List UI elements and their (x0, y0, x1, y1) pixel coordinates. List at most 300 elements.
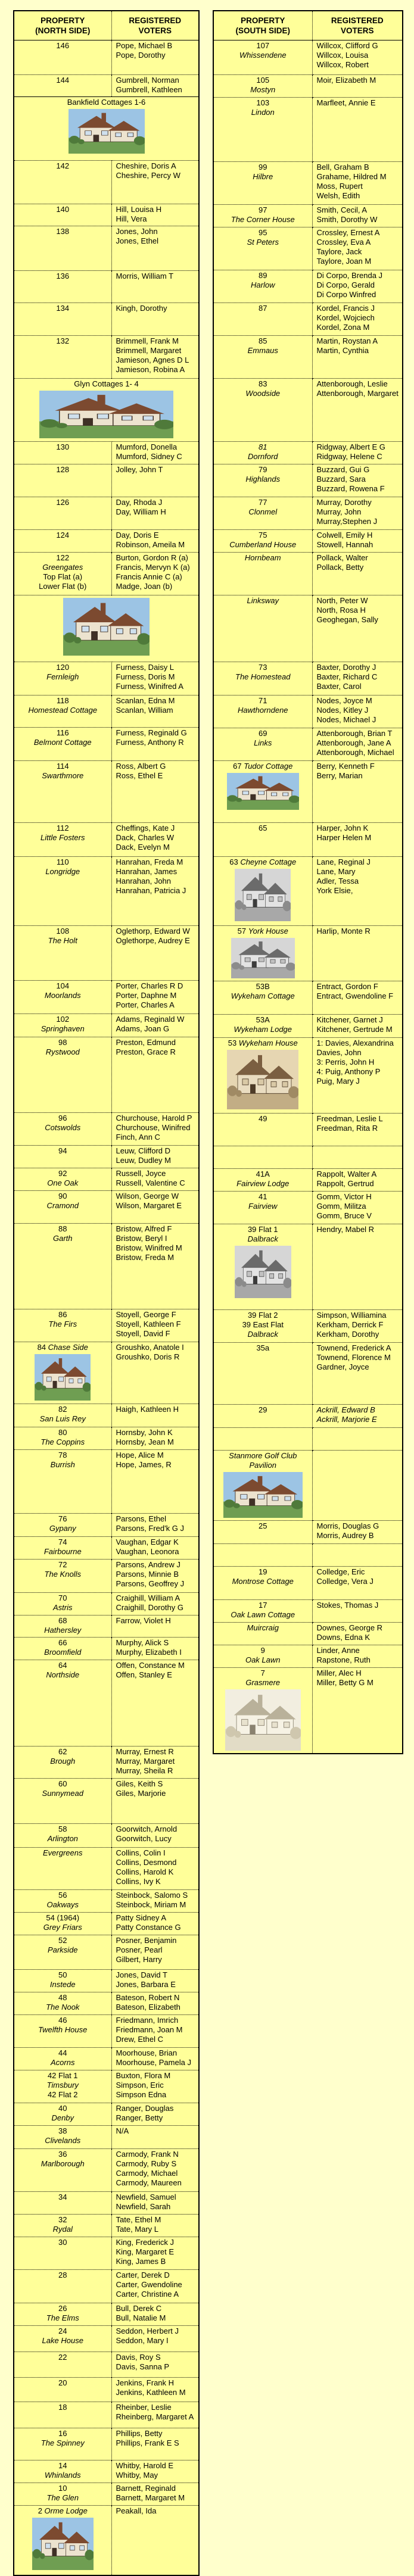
table-row (14, 2149, 199, 2192)
voters-cell (111, 2215, 199, 2237)
voter-name: Vaughan, Edgar K (116, 1538, 179, 1546)
property-line: 97 (259, 205, 267, 214)
property-line: Grey Friars (43, 1923, 82, 1932)
voter-name: Ackrill, Edward B (316, 1405, 375, 1414)
property-line: 19 (259, 1567, 267, 1576)
property-cell (213, 1645, 312, 1668)
table-row (14, 2070, 199, 2103)
voter-name: Attenborough, Brian T (316, 729, 393, 738)
voter-name: Martin, Cynthia (316, 346, 369, 355)
property-cell (213, 379, 312, 442)
property-line: 103 (256, 98, 270, 107)
table-row (213, 1310, 403, 1343)
property-line: 98 (58, 1038, 67, 1047)
voter-name: Pollack, Walter (316, 553, 368, 562)
property-cell (14, 553, 111, 595)
voters-cell (312, 1428, 403, 1451)
table-row (213, 1451, 403, 1521)
voter-name: Townend, Frederick A (316, 1343, 391, 1352)
property-line: 72 (58, 1560, 67, 1569)
voter-name: Porter, Charles A (116, 1000, 175, 1009)
voter-name: Parsons, Minnie B (116, 1570, 179, 1579)
property-cell (213, 162, 312, 205)
voter-name: Baxter, Carol (316, 682, 362, 691)
voters-cell (111, 1935, 199, 1970)
voter-name: Furness, Reginald G (116, 728, 187, 737)
voter-name: Wilson, George W (116, 1192, 179, 1200)
voter-name: Steinbock, Miriam M (116, 1900, 186, 1909)
property-line: Clivelands (45, 2136, 81, 2145)
voter-name: Attenborough, Michael (316, 748, 394, 757)
property-cell (14, 1146, 111, 1168)
voter-name: Steinbock, Salomo S (116, 1891, 188, 1900)
property-line: Fairview (248, 1202, 278, 1211)
voter-name: Posner, Benjamin (116, 1936, 177, 1945)
property-line: Sunnymead (42, 1789, 83, 1798)
property-cell (14, 1224, 111, 1309)
property-cell (14, 1309, 111, 1342)
voters-cell (111, 926, 199, 981)
property-line: 35a (256, 1343, 270, 1352)
property-line: Bankfield Cottages 1-6 (67, 98, 146, 107)
voter-name: Hope, James, R (116, 1460, 172, 1469)
property-cell (213, 336, 312, 379)
property-cell (14, 303, 111, 336)
voter-name: Marfleet, Annie E (316, 98, 376, 107)
voter-name: Jones, Ethel (116, 236, 159, 245)
voter-name: Colledge, Eric (316, 1567, 365, 1576)
voter-name: Willcox, Robert (316, 60, 369, 69)
table-row (213, 1343, 403, 1405)
table-row (14, 1935, 199, 1970)
voter-name: Mumford, Sidney C (116, 452, 182, 461)
property-line: Little Fosters (41, 833, 85, 842)
table-row (14, 1224, 199, 1309)
property-line: Wykeham Lodge (234, 1025, 292, 1034)
property-line: 50 (58, 1970, 67, 1979)
property-cell (213, 595, 312, 662)
voter-name: Barnett, Reginald (116, 2484, 176, 2493)
property-line: 20 (58, 2378, 67, 2387)
property-line: Emmaus (247, 346, 278, 355)
voters-cell (111, 2428, 199, 2460)
table-row (213, 530, 403, 553)
property-cell (14, 981, 111, 1014)
table-row (14, 1560, 199, 1593)
table-row (213, 981, 403, 1015)
voter-name: Jones, David T (116, 1970, 167, 1979)
voter-name: Collins, Ivy K (116, 1877, 161, 1886)
property-line: 62 (58, 1747, 67, 1756)
voter-name: Hornsby, John K (116, 1428, 173, 1437)
property-line: 94 (58, 1146, 67, 1155)
voter-name: Ackrill, Marjorie E (316, 1415, 377, 1424)
voter-name: Smith, Dorothy W (316, 215, 378, 224)
table-row (213, 336, 403, 379)
table-row (213, 1169, 403, 1192)
property-cell (14, 2303, 111, 2326)
voter-name: Russell, Joyce (116, 1169, 166, 1178)
property-cell (14, 1747, 111, 1779)
property-line: 49 (259, 1114, 267, 1123)
property-line: 76 (58, 1514, 67, 1523)
voters-cell (111, 1404, 199, 1427)
voter-name: Gumbrell, Norman (116, 76, 179, 85)
voter-name: Day, Rhoda J (116, 498, 163, 507)
property-cell (213, 1451, 312, 1521)
property-cell (213, 1567, 312, 1600)
property-cell (14, 1514, 111, 1537)
table-row (14, 1616, 199, 1638)
property-line: Oakways (46, 1900, 79, 1909)
property-line: Northside (46, 1670, 80, 1679)
property-photo (35, 1354, 91, 1401)
property-cell (14, 1992, 111, 2015)
property-cell (14, 2103, 111, 2126)
voter-name: 4: Puig, Anthony P (316, 1067, 381, 1076)
voter-name: Di Corpo Winfred (316, 290, 376, 299)
voters-cell (111, 1191, 199, 1224)
property-line: San Luis Rey (39, 1414, 86, 1423)
property-cell (14, 1848, 111, 1890)
property-line: Acorns (51, 2058, 75, 2067)
table-row (14, 1113, 199, 1146)
voter-name: Buzzard, Gui G (316, 465, 370, 474)
property-line: 132 (56, 336, 70, 345)
table-row (213, 162, 403, 205)
voters-cell (111, 1037, 199, 1113)
property-cell (213, 1224, 312, 1310)
voter-name: Buxton, Flora M (116, 2071, 171, 2080)
voter-name: Willcox, Louisa (316, 51, 369, 60)
property-line: 138 (56, 227, 70, 236)
table-row (14, 2126, 199, 2149)
property-line: 36 (58, 2150, 67, 2159)
voter-name: Adler, Tessa (316, 877, 359, 885)
table-row (213, 1015, 403, 1038)
property-line: 107 (256, 41, 270, 50)
table-row (14, 40, 199, 75)
voters-cell (111, 1913, 199, 1935)
voter-name: Moorhouse, Brian (116, 2048, 178, 2057)
property-line: Dalbrack (247, 1330, 278, 1339)
property-line: The Glen (46, 2493, 79, 2502)
header-line: VOTERS (340, 26, 374, 35)
voter-name: Hope, Alice M (116, 1451, 164, 1459)
property-line: Rydal (52, 2225, 73, 2234)
voter-name: Welsh, Edith (316, 191, 360, 200)
property-cell (14, 464, 111, 497)
property-line: 24 (58, 2326, 67, 2335)
property-cell (14, 2326, 111, 2352)
table-row (14, 2460, 199, 2483)
voters-cell (111, 1992, 199, 2015)
voter-name: Francis Annie C (a) (116, 572, 182, 581)
voters-cell (111, 553, 199, 595)
voter-name: Giles, Keith S (116, 1779, 163, 1788)
voters-cell (111, 2237, 199, 2270)
table-row (213, 1623, 403, 1645)
voter-name: Carmody, Ruby S (116, 2159, 177, 2168)
property-line: 146 (56, 41, 70, 50)
voter-name: Newfield, Samuel (116, 2193, 176, 2201)
voter-name: Porter, Daphne M (116, 991, 177, 1000)
voter-name: Crossley, Eva A (316, 238, 371, 247)
voter-name: Puig, Mary J (316, 1077, 360, 1086)
property-line: Springhaven (41, 1024, 85, 1033)
property-line: 38 (58, 2126, 67, 2135)
property-line: 96 (58, 1114, 67, 1122)
property-cell (213, 1146, 312, 1169)
property-line: 75 (259, 531, 267, 539)
voter-name: Morris, Audrey B (316, 1531, 374, 1540)
property-line: 74 (58, 1538, 67, 1546)
voter-name: Kordel, Wojciech (316, 313, 375, 322)
voter-name: Freedman, Leslie L (316, 1114, 383, 1123)
voter-name: Posner, Pearl (116, 1945, 163, 1954)
voter-name: Downes, George R (316, 1623, 383, 1632)
table-row (213, 464, 403, 497)
table-row (14, 1992, 199, 2015)
property-cell (14, 1168, 111, 1191)
table-row (213, 497, 403, 530)
property-line: 41 (259, 1192, 267, 1201)
voter-name: Rapstone, Ruth (316, 1655, 371, 1664)
voters-cell (111, 303, 199, 336)
property-line: Longridge (45, 867, 80, 876)
table-row (14, 1309, 199, 1342)
property-line: 2 Orme Lodge (38, 2506, 88, 2515)
property-line: Fairview Lodge (236, 1179, 290, 1188)
voter-name: Seddon, Mary I (116, 2336, 169, 2345)
voters-cell (312, 553, 403, 595)
voters-cell (312, 1146, 403, 1169)
property-cell (14, 1537, 111, 1560)
property-cell (14, 226, 111, 271)
property-line: 41A (256, 1170, 270, 1178)
table-row (213, 761, 403, 823)
property-cell (14, 2237, 111, 2270)
table-row (213, 1146, 403, 1169)
property-line: 32 (58, 2215, 67, 2224)
table-row (14, 1037, 199, 1113)
property-cell (14, 2215, 111, 2237)
property-cell (14, 1593, 111, 1616)
property-line: 69 (259, 729, 267, 738)
table-row (14, 271, 199, 303)
voters-cell (312, 981, 403, 1015)
property-line: Dornford (247, 452, 278, 461)
property-line: 124 (56, 531, 70, 539)
property-line: Mostyn (250, 85, 276, 94)
voter-name: Hill, Louisa H (116, 205, 162, 214)
voters-cell (312, 1038, 403, 1114)
voters-cell (111, 204, 199, 226)
property-line: Instede (49, 1980, 76, 1989)
voter-name: Craighill, William A (116, 1593, 180, 1602)
property-photo (231, 938, 295, 978)
voter-name: Brimmell, Frank M (116, 336, 179, 345)
property-line: Muircraig (247, 1623, 279, 1632)
property-line: 67 Tudor Cottage (233, 762, 293, 771)
voter-name: Baxter, Dorothy J (316, 663, 376, 672)
voters-cell (312, 696, 403, 728)
property-cell (213, 40, 312, 75)
property-line: 16 (58, 2429, 67, 2438)
table-row (14, 1404, 199, 1427)
property-cell (14, 1342, 111, 1404)
voter-name: Groushko, Anatole I (116, 1343, 184, 1352)
voter-name: Drew, Ethel C (116, 2035, 163, 2044)
header-line: VOTERS (138, 26, 172, 35)
property-line: Swarthmore (42, 771, 84, 780)
voter-name: 3: Perris, John H (316, 1058, 375, 1066)
table-row (14, 1537, 199, 1560)
property-cell (14, 2126, 111, 2149)
voters-cell (312, 1224, 403, 1310)
voter-name: Jones, John (116, 227, 158, 236)
property-cell (14, 662, 111, 696)
property-cell (14, 2015, 111, 2048)
property-line: Lower Flat (b) (39, 582, 87, 591)
property-line: 87 (259, 304, 267, 313)
voter-name: Di Corpo, Gerald (316, 280, 375, 289)
property-cell (213, 1114, 312, 1146)
property-line: 57 York House (237, 927, 288, 935)
property-cell (14, 1970, 111, 1992)
voter-name: Bristow, Freda M (116, 1253, 175, 1262)
header-line: (SOUTH SIDE) (235, 26, 290, 35)
voter-name: Gumbrell, Kathleen (116, 85, 182, 94)
property-cell (14, 2506, 111, 2576)
property-line: Dalbrack (247, 1234, 278, 1243)
property-line: 142 (56, 161, 70, 170)
property-cell (14, 2428, 111, 2460)
voter-name: Bateson, Robert N (116, 1993, 180, 2002)
voters-cell (111, 442, 199, 464)
table-row (14, 2483, 199, 2506)
property-cell (14, 728, 111, 761)
voters-cell (312, 379, 403, 442)
voters-cell (111, 2103, 199, 2126)
voter-name: Gomm, Victor H (316, 1192, 372, 1201)
property-cell (14, 271, 111, 303)
table-row (14, 2352, 199, 2378)
property-line: The Spinney (41, 2438, 85, 2447)
voter-name: Stoyell, David F (116, 1329, 170, 1338)
property-line: 122 (56, 553, 70, 562)
property-line: 105 (256, 76, 270, 85)
property-cell (213, 1428, 312, 1451)
voter-name: Burton, Gordon R (a) (116, 553, 188, 562)
voter-name: Lane, Mary (316, 867, 356, 876)
voter-name: Colwell, Emily H (316, 531, 373, 539)
north-side-table-body (14, 11, 199, 2575)
table-row (213, 595, 403, 662)
property-line: Homestead Cottage (28, 706, 98, 715)
voters-cell (312, 823, 403, 857)
property-cell (213, 530, 312, 553)
voter-name: Davis, Sanna P (116, 2362, 170, 2371)
property-cell (14, 823, 111, 857)
voter-name: Oglethorp, Edward W (116, 927, 190, 935)
voters-cell (312, 662, 403, 696)
property-line: 53B (256, 982, 270, 991)
property-line: 89 (259, 271, 267, 280)
voter-name: Stowell, Hannah (316, 540, 373, 549)
property-cell (14, 761, 111, 823)
voter-name: Offen, Stanley E (116, 1670, 172, 1679)
property-line: 140 (56, 205, 70, 214)
voters-cell (312, 98, 403, 162)
property-line: 88 (58, 1224, 67, 1233)
voter-name: Parsons, Fred'k G J (116, 1524, 184, 1533)
property-cell (213, 1405, 312, 1428)
property-line: 29 (259, 1405, 267, 1414)
property-line: 53A (256, 1015, 270, 1024)
property-cell (14, 336, 111, 379)
property-line: 114 (56, 762, 69, 771)
property-photo (39, 391, 173, 438)
property-line: 85 (259, 336, 267, 345)
voter-name: Parsons, Geoffrey J (116, 1579, 185, 1588)
table-row (14, 1427, 199, 1450)
voter-name: Cheshire, Percy W (116, 171, 180, 180)
property-cell (14, 1616, 111, 1638)
table-row (14, 1913, 199, 1935)
voter-name: Attenborough, Leslie (316, 379, 388, 388)
voters-cell (111, 2015, 199, 2048)
property-line: Fernleigh (46, 672, 79, 681)
voter-name: Entract, Gwendoline F (316, 991, 394, 1000)
property-cell (14, 2402, 111, 2428)
voters-cell (111, 2483, 199, 2506)
voter-name: Harlip, Monte R (316, 927, 371, 935)
table-row (14, 1970, 199, 1992)
voter-name: Nodes, Kitley J (316, 706, 369, 715)
voter-name: Francis, Mervyn K (a) (116, 563, 190, 572)
voters-cell (111, 2192, 199, 2215)
voter-name: Jones, Barbara E (116, 1980, 176, 1989)
voters-cell (111, 761, 199, 823)
voter-name: Leuw, Dudley M (116, 1156, 171, 1165)
voter-name: Rheinber, Leslie (116, 2403, 172, 2412)
table-row (213, 662, 403, 696)
table-row (14, 2270, 199, 2303)
voter-name: Haigh, Kathleen H (116, 1405, 179, 1414)
property-line: 77 (259, 498, 267, 507)
table-row (14, 379, 199, 442)
property-cell (213, 1015, 312, 1038)
voters-cell (312, 205, 403, 227)
property-line: 65 (259, 824, 267, 832)
property-column-header (14, 11, 111, 40)
property-line: Denby (51, 2113, 74, 2122)
voters-cell (111, 662, 199, 696)
property-line: Evergreens (43, 1848, 83, 1857)
voters-cell (111, 1848, 199, 1890)
voter-name: Murray,Stephen J (316, 517, 378, 526)
voter-name: Ridgway, Albert E G (316, 442, 385, 451)
group-label-cell (14, 379, 199, 442)
voter-name: Rappolt, Walter A (316, 1170, 377, 1178)
voter-name: Hill, Vera (116, 214, 147, 223)
voter-name: Moss, Rupert (316, 182, 363, 191)
property-cell (14, 2048, 111, 2070)
voters-cell (111, 1616, 199, 1638)
voter-name: Nodes, Joyce M (316, 696, 372, 705)
voter-name: Miller, Alec H (316, 1669, 362, 1677)
